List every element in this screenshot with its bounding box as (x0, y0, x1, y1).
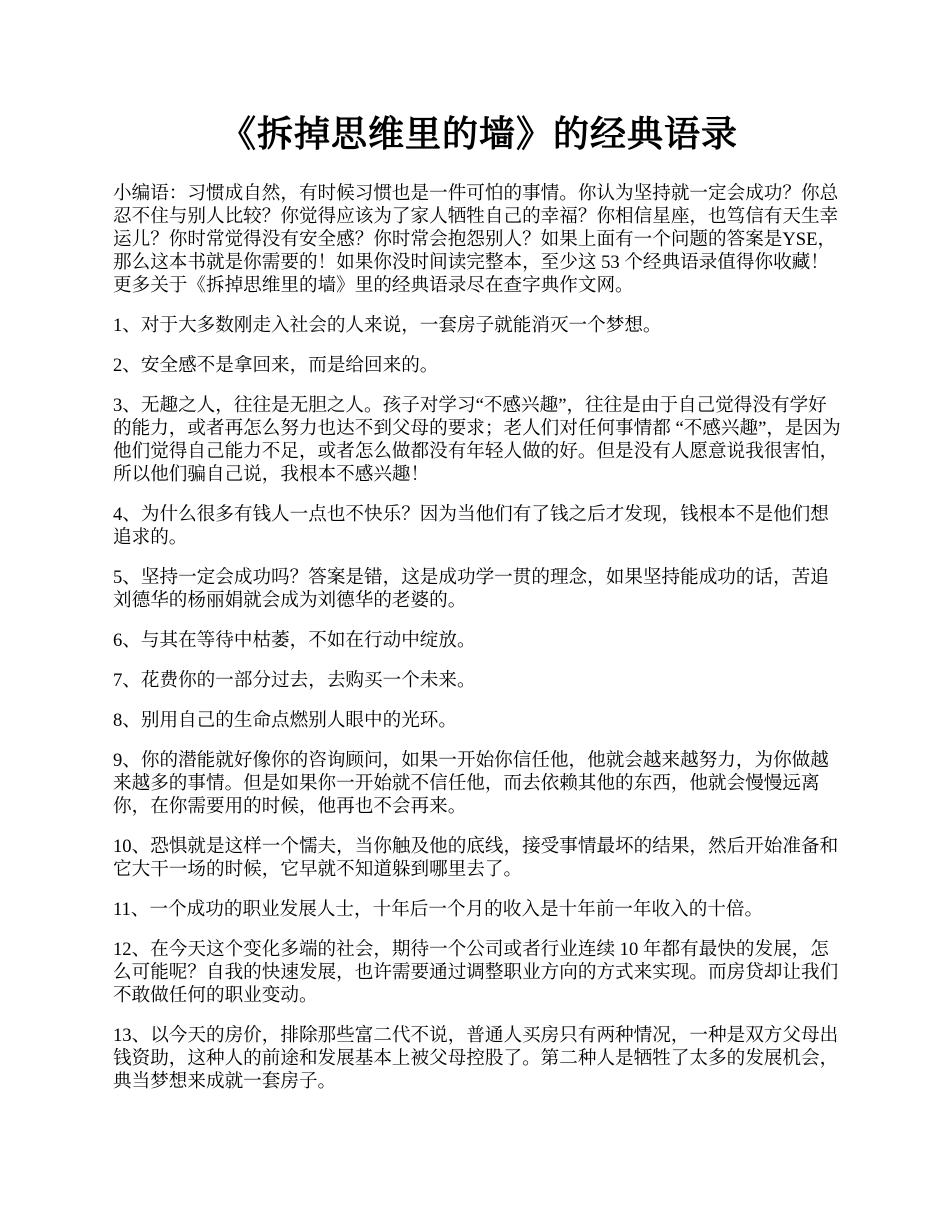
document-title: 《拆掉思维里的墙》的经典语录 (219, 114, 738, 154)
quote-paragraph-13: 13、以今天的房价，排除那些富二代不说，普通人买房只有两种情况，一种是双方父母出钱资助，这种人的前途和发展基本上被父母控股了。第二种人是牺牲了太多的发展机会，典当梦想来成就一套房子。 (113, 1025, 839, 1092)
quote-paragraph-7: 7、花费你的一部分过去，去购买一个未来。 (113, 670, 476, 691)
quote-paragraph-1: 1、对于大多数刚走入社会的人来说，一套房子就能消灭一个梦想。 (113, 315, 662, 336)
quote-paragraph-12: 12、在今天这个变化多端的社会，期待一个公司或者行业连续 10 年都有最快的发展，怎么可能呢？自我的快速发展，也许需要通过调整职业方向的方式来实现。而房贷却让我们不敢做任何的职业变动。 (113, 939, 839, 1006)
quote-paragraph-3: 3、无趣之人，往往是无胆之人。孩子对学习“不感兴趣”，往往是由于自己觉得没有学好的能力，或者再怎么努力也达不到父母的要求；老人们对任何事情都 “不感兴趣”，是因为他们觉得自己能力不足，或者怎么做都没有年轻人做的好。但是没有人愿意说我很害怕，所以他们骗自己说，我根本不感兴趣！ (113, 395, 841, 485)
quote-paragraph-2: 2、安全感不是拿回来，而是给回来的。 (113, 355, 439, 376)
quote-paragraph-6: 6、与其在等待中枯萎，不如在行动中绽放。 (113, 630, 476, 651)
quote-paragraph-5: 5、坚持一定会成功吗？答案是错，这是成功学一贯的理念，如果坚持能成功的话，苦追刘德华的杨丽娟就会成为刘德华的老婆的。 (113, 567, 829, 611)
quote-paragraph-10: 10、恐惧就是这样一个懦夫，当你触及他的底线，接受事情最坏的结果，然后开始准备和它大干一场的时候，它早就不知道躲到哪里去了。 (113, 836, 839, 880)
quote-paragraph-11: 11、一个成功的职业发展人士，十年后一个月的收入是十年前一年收入的十倍。 (113, 899, 764, 920)
quote-paragraph-8: 8、别用自己的生命点燃别人眼中的光环。 (113, 710, 457, 731)
quote-paragraph-4: 4、为什么很多有钱人一点也不快乐？因为当他们有了钱之后才发现，钱根本不是他们想追求的。 (113, 504, 829, 548)
intro-paragraph: 小编语：习惯成自然，有时候习惯也是一件可怕的事情。你认为坚持就一定会成功？你总忍不住与别人比较？你觉得应该为了家人牺牲自己的幸福？你相信星座，也笃信有天生幸运儿？你时常觉得没有安全感？你时常会抱怨别人？如果上面有一个问题的答案是YSE，那么这本书就是你需要的！如果你没时间读完整本，至少这 53 个经典语录值得你收藏！更多关于《拆掉思维里的墙》里的经典语录尽在查字典作文网。 (113, 183, 839, 296)
quote-paragraph-9: 9、你的潜能就好像你的咨询顾问，如果一开始你信任他，他就会越来越努力，为你做越来越多的事情。但是如果你一开始就不信任他，而去依赖其他的东西，他就会慢慢远离你，在你需要用的时候，他再也不会再来。 (113, 750, 829, 817)
